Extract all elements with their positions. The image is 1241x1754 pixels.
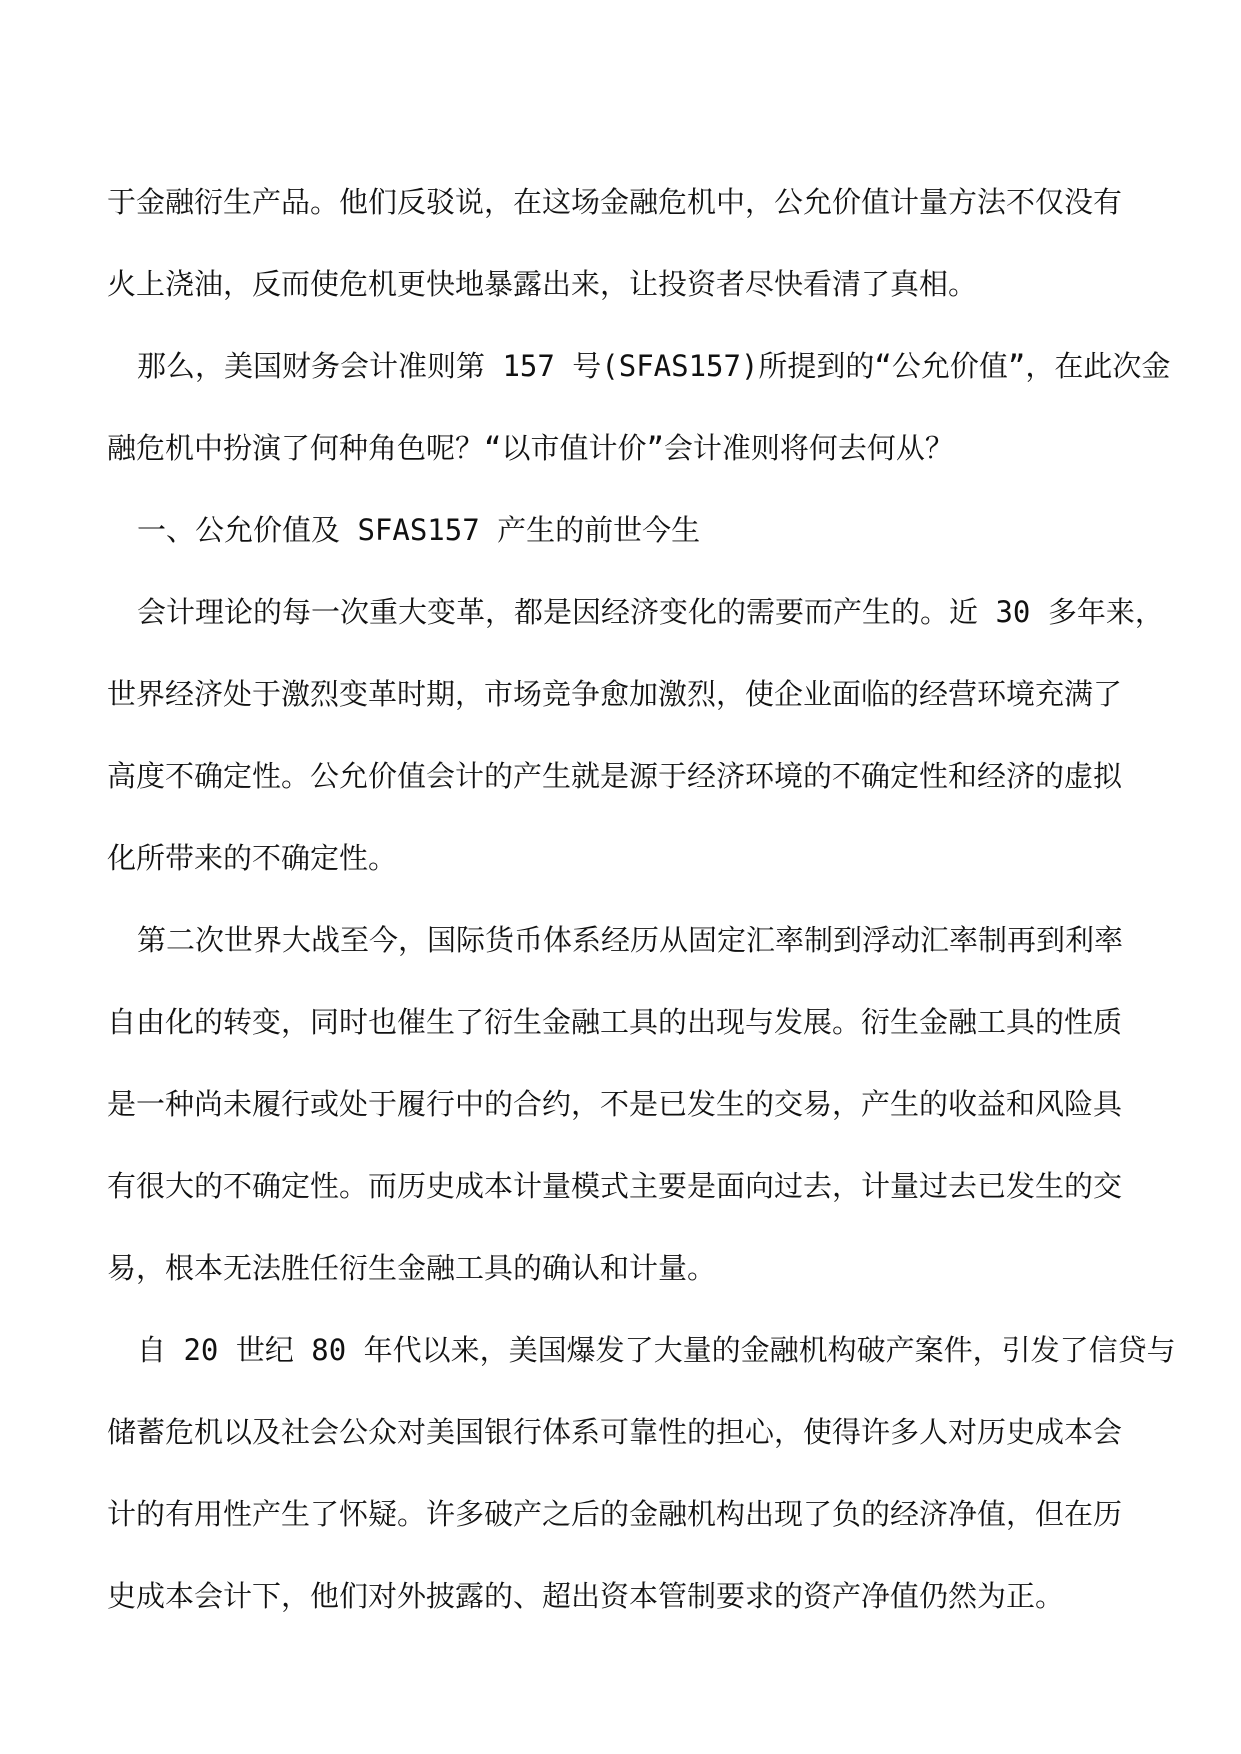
text-line: 易，根本无法胜任衍生金融工具的确认和计量。	[107, 1251, 717, 1285]
text-line: 计的有用性产生了怀疑。许多破产之后的金融机构出现了负的经济净值，但在历	[107, 1497, 1123, 1531]
text-line: 史成本会计下，他们对外披露的、超出资本管制要求的资产净值仍然为正。	[107, 1579, 1065, 1613]
text-line: 化所带来的不确定性。	[107, 841, 398, 875]
section-heading-text: 一、公允价值及 SFAS157 产生的前世今生	[137, 513, 701, 547]
text-line: 自由化的转变，同时也催生了衍生金融工具的出现与发展。衍生金融工具的性质	[107, 1005, 1123, 1039]
paragraph-accounting-theory	[107, 571, 1164, 899]
paragraph-bankruptcy	[107, 1309, 1176, 1637]
text-line: 火上浇油，反而使危机更快地暴露出来，让投资者尽快看清了真相。	[107, 267, 978, 301]
text-line: 储蓄危机以及社会公众对美国银行体系可靠性的担心，使得许多人对历史成本会	[107, 1415, 1123, 1449]
text-line: 高度不确定性。公允价值会计的产生就是源于经济环境的不确定性和经济的虚拟	[107, 759, 1123, 793]
text-line: 那么，美国财务会计准则第 157 号(SFAS157)所提到的“公允价值”，在此次金	[137, 349, 1171, 383]
text-line: 自 20 世纪 80 年代以来，美国爆发了大量的金融机构破产案件，引发了信贷与	[137, 1333, 1176, 1367]
text-line: 世界经济处于激烈变革时期，市场竞争愈加激烈，使企业面临的经营环境充满了	[107, 677, 1123, 711]
text-line: 会计理论的每一次重大变革，都是因经济变化的需要而产生的。近 30 多年来，	[137, 595, 1164, 629]
text-line: 融危机中扮演了何种角色呢？“以市值计价”会计准则将何去何从？	[107, 431, 954, 465]
section-heading	[107, 489, 1137, 571]
paragraph-question	[107, 325, 1171, 489]
paragraph-continuation	[107, 161, 1137, 325]
text-line: 是一种尚未履行或处于履行中的合约，不是已发生的交易，产生的收益和风险具	[107, 1087, 1123, 1121]
paragraph-monetary-system	[107, 899, 1137, 1309]
text-line: 于金融衍生产品。他们反驳说，在这场金融危机中，公允价值计量方法不仅没有	[107, 185, 1123, 219]
text-line: 第二次世界大战至今，国际货币体系经历从固定汇率制到浮动汇率制再到利率	[137, 923, 1124, 957]
document-body	[107, 161, 1176, 1637]
text-line: 有很大的不确定性。而历史成本计量模式主要是面向过去，计量过去已发生的交	[107, 1169, 1123, 1203]
